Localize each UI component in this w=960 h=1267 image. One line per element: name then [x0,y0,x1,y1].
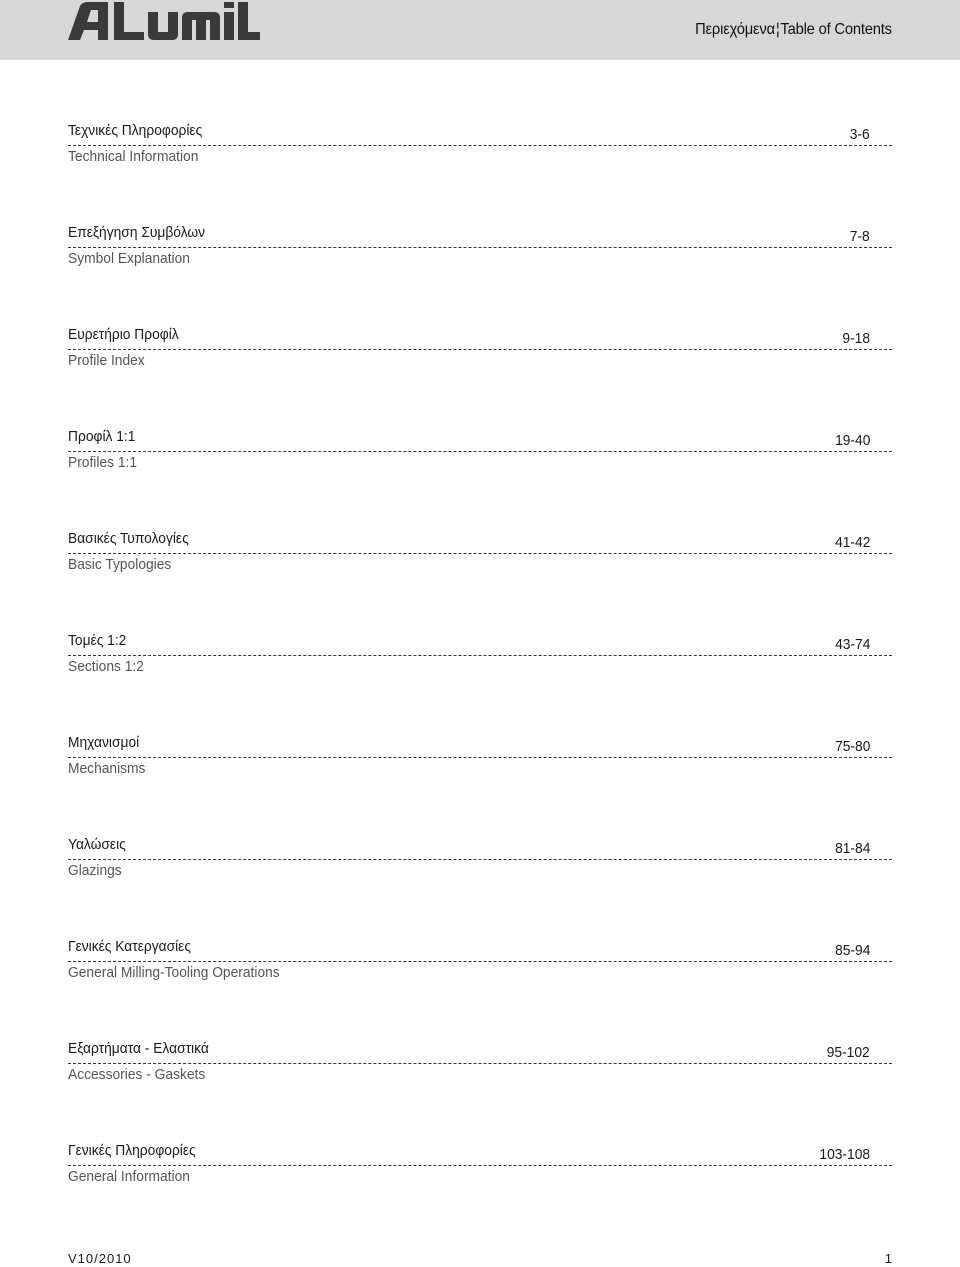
page-header [0,0,960,60]
toc-entry-page-range: 103-108 [819,1146,870,1163]
toc-entry-page-range: 95-102 [827,1044,870,1061]
footer-page-number: 1 [884,1251,892,1266]
toc-entry-mechanisms[interactable] [68,734,892,836]
toc-entry-glazings[interactable] [68,836,892,938]
toc-entry-english-title: Accessories - Gaskets [68,1066,206,1083]
dotted-leader [68,451,892,452]
table-of-contents [68,122,892,1244]
toc-entry-basic-typologies[interactable] [68,530,892,632]
toc-entry-page-range: 7-8 [850,228,870,245]
toc-entry-page-range: 41-42 [834,534,870,551]
toc-entry-general-information[interactable] [68,1142,892,1244]
footer-version: V10/2010 [68,1251,132,1266]
toc-entry-page-range: 19-40 [834,432,870,449]
toc-entry-page-range: 9-18 [842,330,870,347]
toc-entry-greek-title: Εξαρτήματα - Ελαστικά [68,1040,209,1057]
header-title-greek: Περιεχόμενα [695,21,776,38]
dotted-leader [68,1063,892,1064]
toc-entry-english-title: Symbol Explanation [68,250,190,267]
toc-entry-english-title: Mechanisms [68,760,146,777]
toc-entry-greek-title: Γενικές Κατεργασίες [68,938,191,955]
toc-entry-page-range: 85-94 [834,942,870,959]
toc-entry-english-title: Profile Index [68,352,145,369]
toc-entry-technical-information[interactable] [68,122,892,224]
dotted-leader [68,553,892,554]
alumil-logo [68,2,260,44]
header-title [695,21,892,39]
toc-entry-general-milling-tooling-operations[interactable] [68,938,892,1040]
toc-entry-english-title: General Milling-Tooling Operations [68,964,280,981]
toc-entry-english-title: Basic Typologies [68,556,172,573]
toc-entry-english-title: Sections 1:2 [68,658,144,675]
dotted-leader [68,655,892,656]
dotted-leader [68,145,892,146]
toc-entry-greek-title: Επεξήγηση Συμβόλων [68,224,206,241]
toc-entry-greek-title: Προφίλ 1:1 [68,428,136,445]
toc-entry-greek-title: Υαλώσεις [68,836,126,853]
toc-entry-english-title: Technical Information [68,148,199,165]
toc-entry-page-range: 75-80 [834,738,870,755]
dotted-leader [68,247,892,248]
toc-entry-greek-title: Μηχανισμοί [68,734,140,751]
toc-entry-profiles-1-1[interactable] [68,428,892,530]
toc-entry-page-range: 81-84 [834,840,870,857]
toc-entry-symbol-explanation[interactable] [68,224,892,326]
toc-entry-page-range: 3-6 [850,126,870,143]
toc-entry-greek-title: Τομές 1:2 [68,632,127,649]
dotted-leader [68,961,892,962]
dotted-leader [68,349,892,350]
toc-entry-greek-title: Γενικές Πληροφορίες [68,1142,196,1159]
toc-entry-english-title: Glazings [68,862,122,879]
header-title-english: Table of Contents [780,21,892,38]
dotted-leader [68,757,892,758]
toc-entry-sections-1-2[interactable] [68,632,892,734]
header-title-separator: ¦ [775,21,780,38]
toc-entry-greek-title: Βασικές Τυπολογίες [68,530,189,547]
toc-entry-greek-title: Τεχνικές Πληροφορίες [68,122,203,139]
toc-entry-english-title: General Information [68,1168,190,1185]
dotted-leader [68,1165,892,1166]
dotted-leader [68,859,892,860]
toc-entry-page-range: 43-74 [834,636,870,653]
toc-entry-greek-title: Ευρετήριο Προφίλ [68,326,179,343]
toc-entry-english-title: Profiles 1:1 [68,454,138,471]
toc-entry-accessories-gaskets[interactable] [68,1040,892,1142]
toc-entry-profile-index[interactable] [68,326,892,428]
